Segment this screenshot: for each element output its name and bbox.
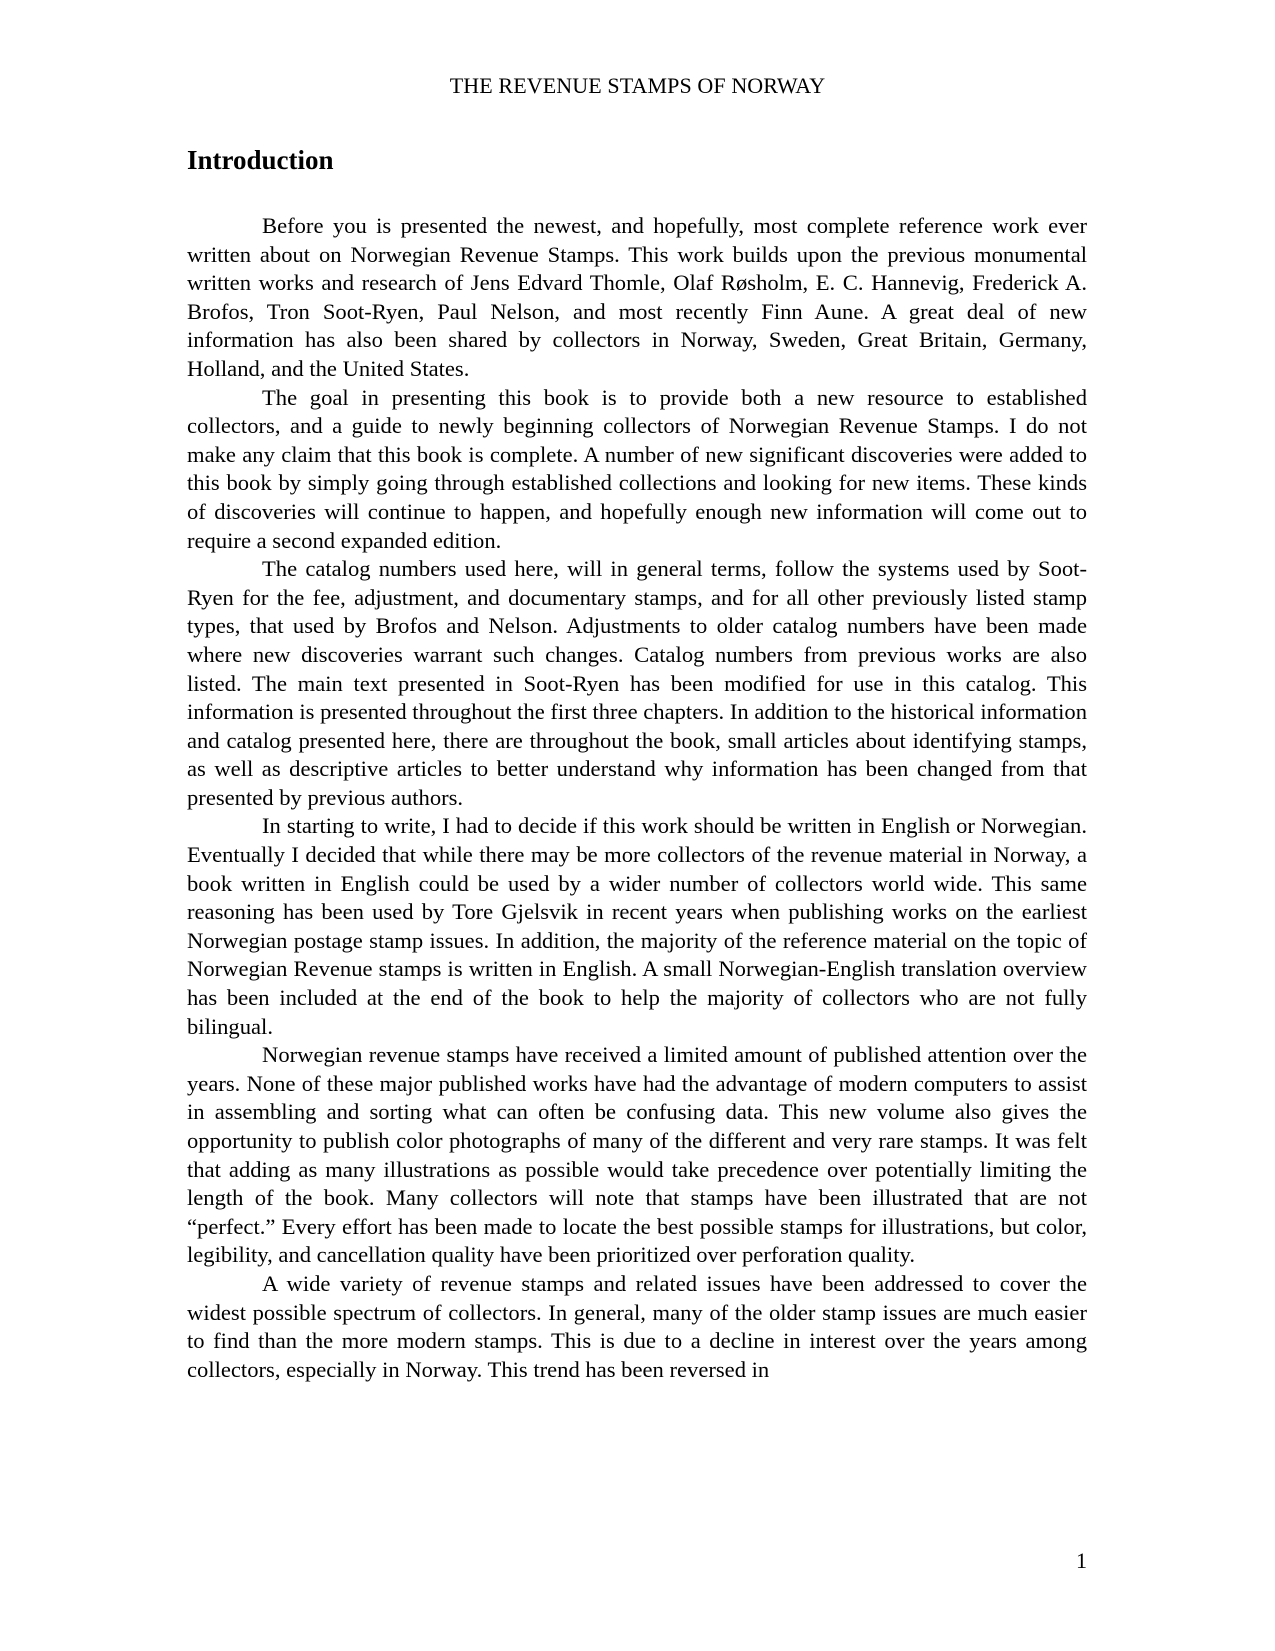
paragraph: A wide variety of revenue stamps and related issues have been addressed to cover the widest possible spectrum of collectors. In general, many of the older stamp issues are much easier to find than the more modern stamps. This is due to a decline in interest over the years among collectors, especially in Norway. This trend has been reversed in <box>187 1270 1087 1382</box>
paragraph: Before you is presented the newest, and hopefully, most complete reference work ever written about on Norwegian Revenue Stamps. This work builds upon the previous monumental written works and research of Jens Edvard Thomle, Olaf Røsholm, E. C. Hannevig, Frederick A. Brofos, Tron Soot-Ryen, Paul Nelson, and most recently Finn Aune. A great deal of new information has also been shared by collectors in Norway, Sweden, Great Britain, Germany, Holland, and the United States. <box>187 213 1087 381</box>
running-header: THE REVENUE STAMPS OF NORWAY <box>449 73 826 98</box>
body-text <box>187 212 1087 1384</box>
paragraph: In starting to write, I had to decide if this work should be written in English or Norwegian. Eventually I decided that while there may be more collectors of the revenue material in Norway, a book written in English could be used by a wider number of collectors world wide. This same reasoning has been used by Tore Gjelsvik in recent years when publishing works on the earliest Norwegian postage stamp issues. In addition, the majority of the reference material on the topic of Norwegian Revenue stamps is written in English. A small Norwegian-English translation overview has been included at the end of the book to help the majority of collectors who are not fully bilingual. <box>187 813 1087 1039</box>
paragraph: The catalog numbers used here, will in general terms, follow the systems used by Soot-Ryen for the fee, adjustment, and documentary stamps, and for all other previously listed stamp types, that used by Brofos and Nelson. Adjustments to older catalog numbers have been made where new discoveries warrant such changes. Catalog numbers from previous works are also listed. The main text presented in Soot-Ryen has been modified for use in this catalog. This information is presented throughout the first three chapters. In addition to the historical information and catalog presented here, there are throughout the book, small articles about identifying stamps, as well as descriptive articles to better understand why information has been changed from that presented by previous authors. <box>187 556 1087 810</box>
paragraph: Norwegian revenue stamps have received a limited amount of published attention over the years. None of these major published works have had the advantage of modern computers to assist in assembling and sorting what can often be confusing data. This new volume also gives the opportunity to publish color photographs of many of the different and very rare stamps. It was felt that adding as many illustrations as possible would take precedence over potentially limiting the length of the book. Many collectors will note that stamps have been illustrated that are not “perfect.” Every effort has been made to locate the best possible stamps for illustrations, but color, legibility, and cancellation quality have been prioritized over perforation quality. <box>187 1042 1087 1268</box>
page-number: 1 <box>1076 1548 1087 1573</box>
paragraph: The goal in presenting this book is to provide both a new resource to established collectors, and a guide to newly beginning collectors of Norwegian Revenue Stamps. I do not make any claim that this book is complete. A number of new significant discoveries were added to this book by simply going through established collections and looking for new items. These kinds of discoveries will continue to happen, and hopefully enough new information will come out to require a second expanded edition. <box>187 384 1087 553</box>
chapter-title: Introduction <box>187 145 334 175</box>
